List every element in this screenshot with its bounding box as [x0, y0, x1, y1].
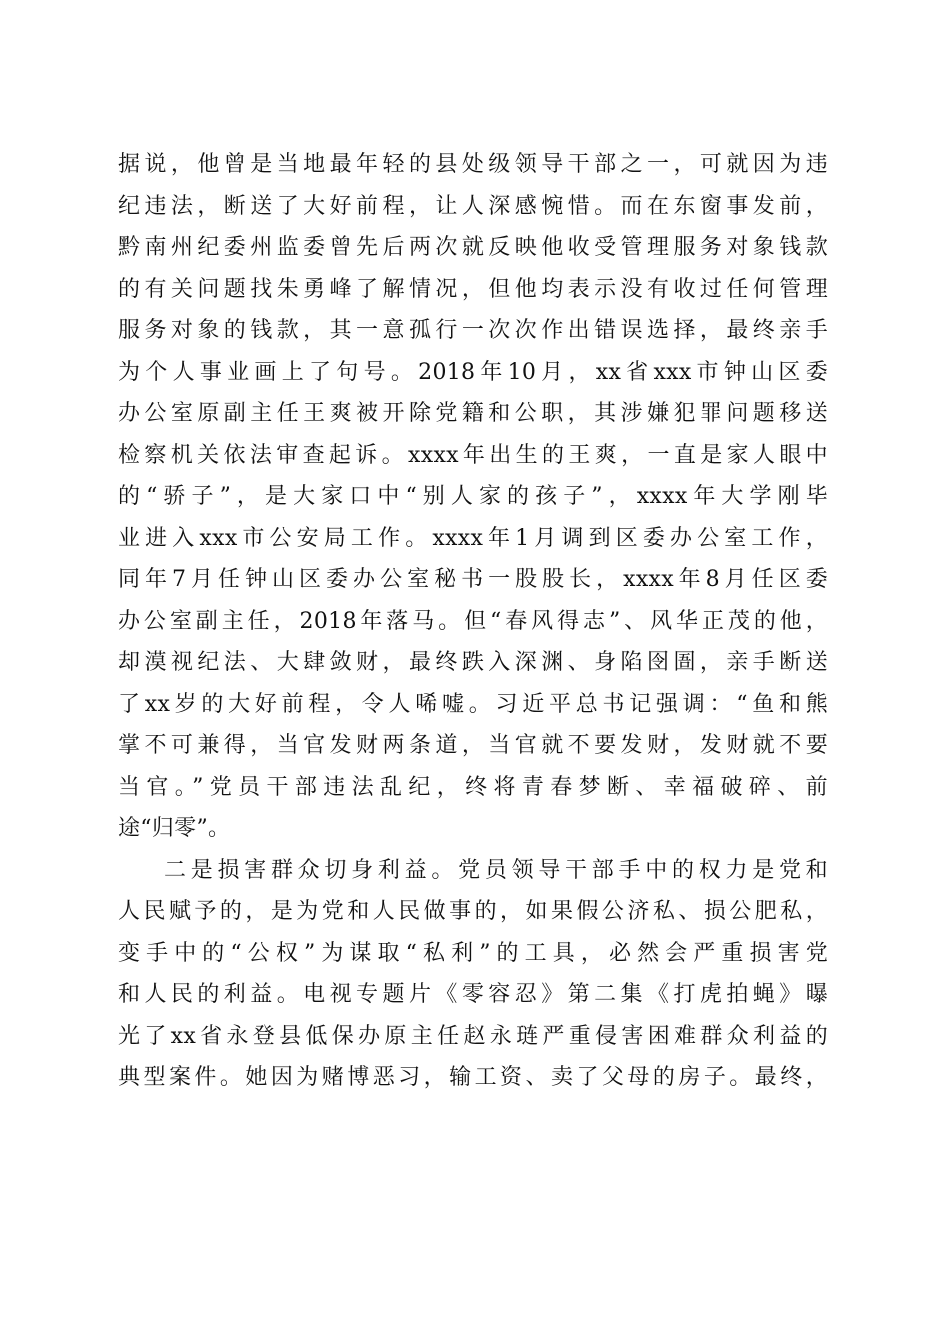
paragraph-1-line-8: 检察机关依法审查起诉。xxxx年出生的王爽，一直是家人眼中 — [118, 442, 828, 468]
paragraph-1-line-2: 纪违法，断送了大好前程，让人深感惋惜。而在东窗事发前， — [118, 193, 828, 219]
paragraph-1-line-16: 当官。”党员干部违法乱纪，终将青春梦断、幸福破碎、前 — [118, 774, 828, 800]
paragraph-2-line-4: 和人民的利益。电视专题片《零容忍》第二集《打虎拍蝇》曝 — [118, 982, 828, 1007]
body-text — [118, 144, 828, 1099]
paragraph-2-line-1: 二是损害群众切身利益。党员领导干部手中的权力是党和 — [164, 857, 828, 883]
paragraph-1-line-7: 办公室原副主任王爽被开除党籍和公职，其涉嫌犯罪问题移送 — [118, 401, 828, 426]
paragraph-1-line-14: 了xx岁的大好前程，令人唏嘘。习近平总书记强调：“鱼和熊 — [118, 691, 828, 717]
paragraph-2-line-6: 典型案件。她因为赌博恶习，输工资、卖了父母的房子。最终， — [118, 1065, 828, 1090]
paragraph-1-line-10: 业进入xxx市公安局工作。xxxx年1月调到区委办公室工作， — [118, 525, 828, 551]
paragraph-1-line-3: 黔南州纪委州监委曾先后两次就反映他收受管理服务对象钱款 — [118, 235, 828, 260]
paragraph-1-line-1: 据说，他曾是当地最年轻的县处级领导干部之一，可就因为违 — [118, 152, 828, 177]
paragraph-1-line-11: 同年7月任钟山区委办公室秘书一股股长，xxxx年8月任区委 — [118, 567, 828, 592]
paragraph-1-line-9: 的“骄子”，是大家口中“别人家的孩子”，xxxx年大学刚毕 — [118, 484, 828, 509]
paragraph-1-line-13: 却漠视纪法、大肆敛财，最终跌入深渊、身陷囹圄，亲手断送 — [118, 650, 828, 675]
paragraph-2-line-5: 光了xx省永登县低保办原主任赵永琏严重侵害困难群众利益的 — [118, 1023, 828, 1049]
paragraph-1-line-15: 掌不可兼得，当官发财两条道，当官就不要发财，发财就不要 — [118, 733, 828, 758]
paragraph-1-line-12: 办公室副主任，2018年落马。但“春风得志”、风华正茂的他， — [118, 608, 828, 634]
paragraph-1-line-5: 服务对象的钱款，其一意孤行一次次作出错误选择，最终亲手 — [118, 318, 828, 343]
paragraph-2-line-2: 人民赋予的，是为党和人民做事的，如果假公济私、损公肥私， — [118, 899, 828, 924]
paragraph-2-line-3: 变手中的“公权”为谋取“私利”的工具，必然会严重损害党 — [118, 940, 828, 966]
paragraph-1-line-17: 途“归零”。 — [118, 816, 231, 841]
paragraph-1-line-6: 为个人事业画上了句号。2018年10月，xx省xxx市钟山区委 — [118, 359, 828, 385]
paragraph-1-line-4: 的有关问题找朱勇峰了解情况，但他均表示没有收过任何管理 — [118, 276, 828, 302]
